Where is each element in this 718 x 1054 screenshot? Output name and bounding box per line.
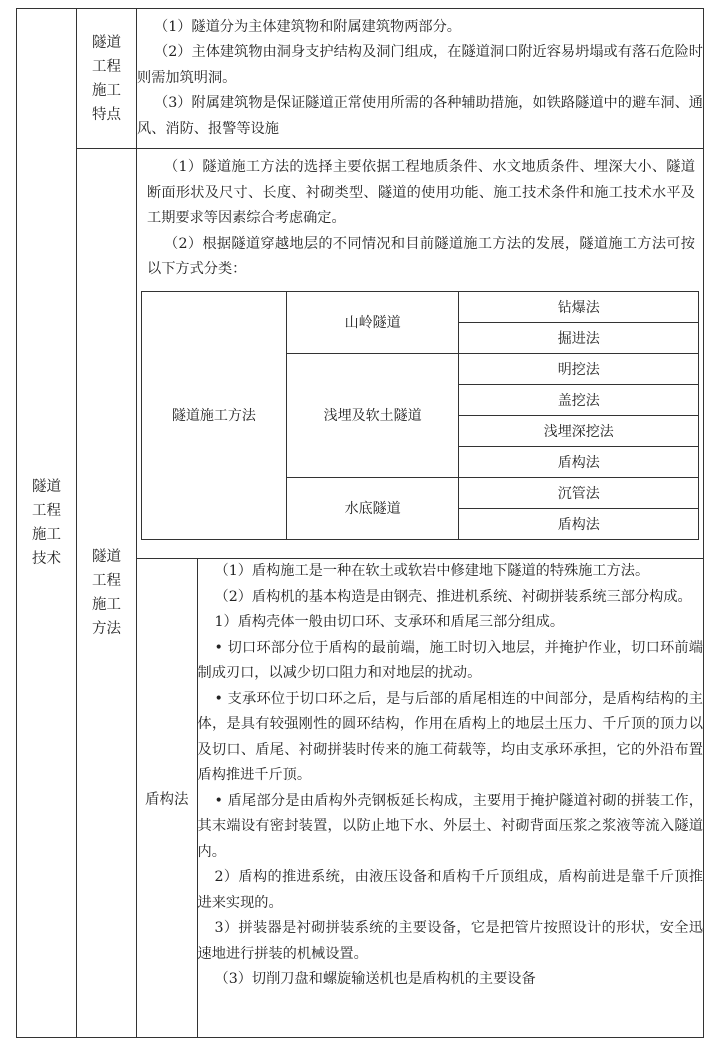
content-table bbox=[16, 8, 704, 1038]
paragraph: • 盾尾部分是由盾构外壳钢板延长构成，主要用于掩护隧道衬砌的拼装工作，其末端设有密封装置，以防止地下水、外层土、衬砌背面压浆之浆液等流入隧道内。 bbox=[197, 792, 703, 860]
paragraph: （3）切削刀盘和螺旋输送机也是盾构机的主要设备 bbox=[214, 971, 536, 987]
shield-method-table bbox=[137, 559, 703, 1037]
method-item: 盾构法 bbox=[459, 446, 699, 477]
features-text-cell bbox=[137, 9, 704, 149]
method-item: 浅埋深挖法 bbox=[459, 415, 699, 446]
paragraph: （2）盾构机的基本构造是由钢壳、推进机系统、衬砌拼装系统三部分构成。 bbox=[214, 588, 692, 605]
method-item: 盖挖法 bbox=[459, 384, 699, 415]
paragraph: • 切口环部分位于盾构的最前端，施工时切入地层，并掩护作业，切口环前端制成刃口，以减少切口阻力和对地层的扰动。 bbox=[197, 639, 703, 681]
paragraph: • 支承环位于切口环之后，是与后部的盾尾相连的中间部分，是盾构结构的主体，是具有较强刚性的圆环结构，作用在盾构上的地层土压力、千斤顶的顶力以及切口、盾尾、衬砌拼装时传来的施工荷载等，均由支承环承担，它的外沿布置盾构推进千斤顶。 bbox=[197, 690, 703, 783]
methods-group: 山岭隧道 bbox=[286, 291, 459, 353]
paragraph: （2）根据隧道穿越地层的不同情况和目前隧道施工方法的发展，隧道施工方法可按以下方式分类： bbox=[147, 235, 695, 277]
paragraph: （1）隧道施工方法的选择主要依据工程地质条件、水文地质条件、埋深大小、隧道断面形状及尺寸、长度、衬砌类型、隧道的使用功能、施工技术条件和施工技术水平及工期要求等因素综合考虑确定。 bbox=[147, 159, 695, 226]
category-label: 隧道工程施工技术 bbox=[32, 479, 61, 567]
method-item: 钻爆法 bbox=[459, 291, 699, 322]
methods-text-cell bbox=[137, 149, 704, 559]
row-label-cell bbox=[77, 149, 137, 1038]
shield-label: 盾构法 bbox=[137, 559, 197, 1037]
row-label-cell bbox=[77, 9, 137, 149]
paragraph: 1）盾构壳体一般由切口环、支承环和盾尾三部分组成。 bbox=[214, 614, 565, 630]
method-item: 沉管法 bbox=[459, 477, 699, 508]
paragraph: 3）拼装器是衬砌拼装系统的主要设备，它是把管片按照设计的形状，安全迅速地进行拼装的机械设置。 bbox=[197, 920, 703, 962]
methods-group: 浅埋及软土隧道 bbox=[286, 353, 459, 477]
method-item: 盾构法 bbox=[459, 508, 699, 539]
method-item: 明挖法 bbox=[459, 353, 699, 384]
paragraph: （3）附属建筑物是保证隧道正常使用所需的各种辅助措施，如铁路隧道中的避车洞、通风、消防、报警等设施 bbox=[137, 95, 703, 137]
paragraph: （1）盾构施工是一种在软土或软岩中修建地下隧道的特殊施工方法。 bbox=[214, 563, 650, 579]
paragraph: （1）隧道分为主体建筑物和附属建筑物两部分。 bbox=[154, 18, 461, 35]
document-page bbox=[16, 8, 704, 1038]
method-item: 掘进法 bbox=[459, 322, 699, 353]
shield-cell bbox=[137, 559, 704, 1038]
row-label-methods: 隧道工程施工方法 bbox=[92, 549, 121, 637]
row-label-features: 隧道工程施工特点 bbox=[92, 34, 121, 123]
category-cell bbox=[17, 9, 77, 1038]
methods-classification-table bbox=[141, 291, 699, 540]
methods-group: 水底隧道 bbox=[286, 477, 459, 539]
methods-root: 隧道施工方法 bbox=[142, 291, 287, 539]
paragraph: （2）主体建筑物由洞身支护结构及洞门组成，在隧道洞口附近容易坍塌或有落石危险时则需加筑明洞。 bbox=[137, 44, 703, 86]
paragraph: 2）盾构的推进系统，由液压设备和盾构千斤顶组成，盾构前进是靠千斤顶推进来实现的。 bbox=[197, 869, 703, 911]
shield-text bbox=[197, 559, 703, 1037]
